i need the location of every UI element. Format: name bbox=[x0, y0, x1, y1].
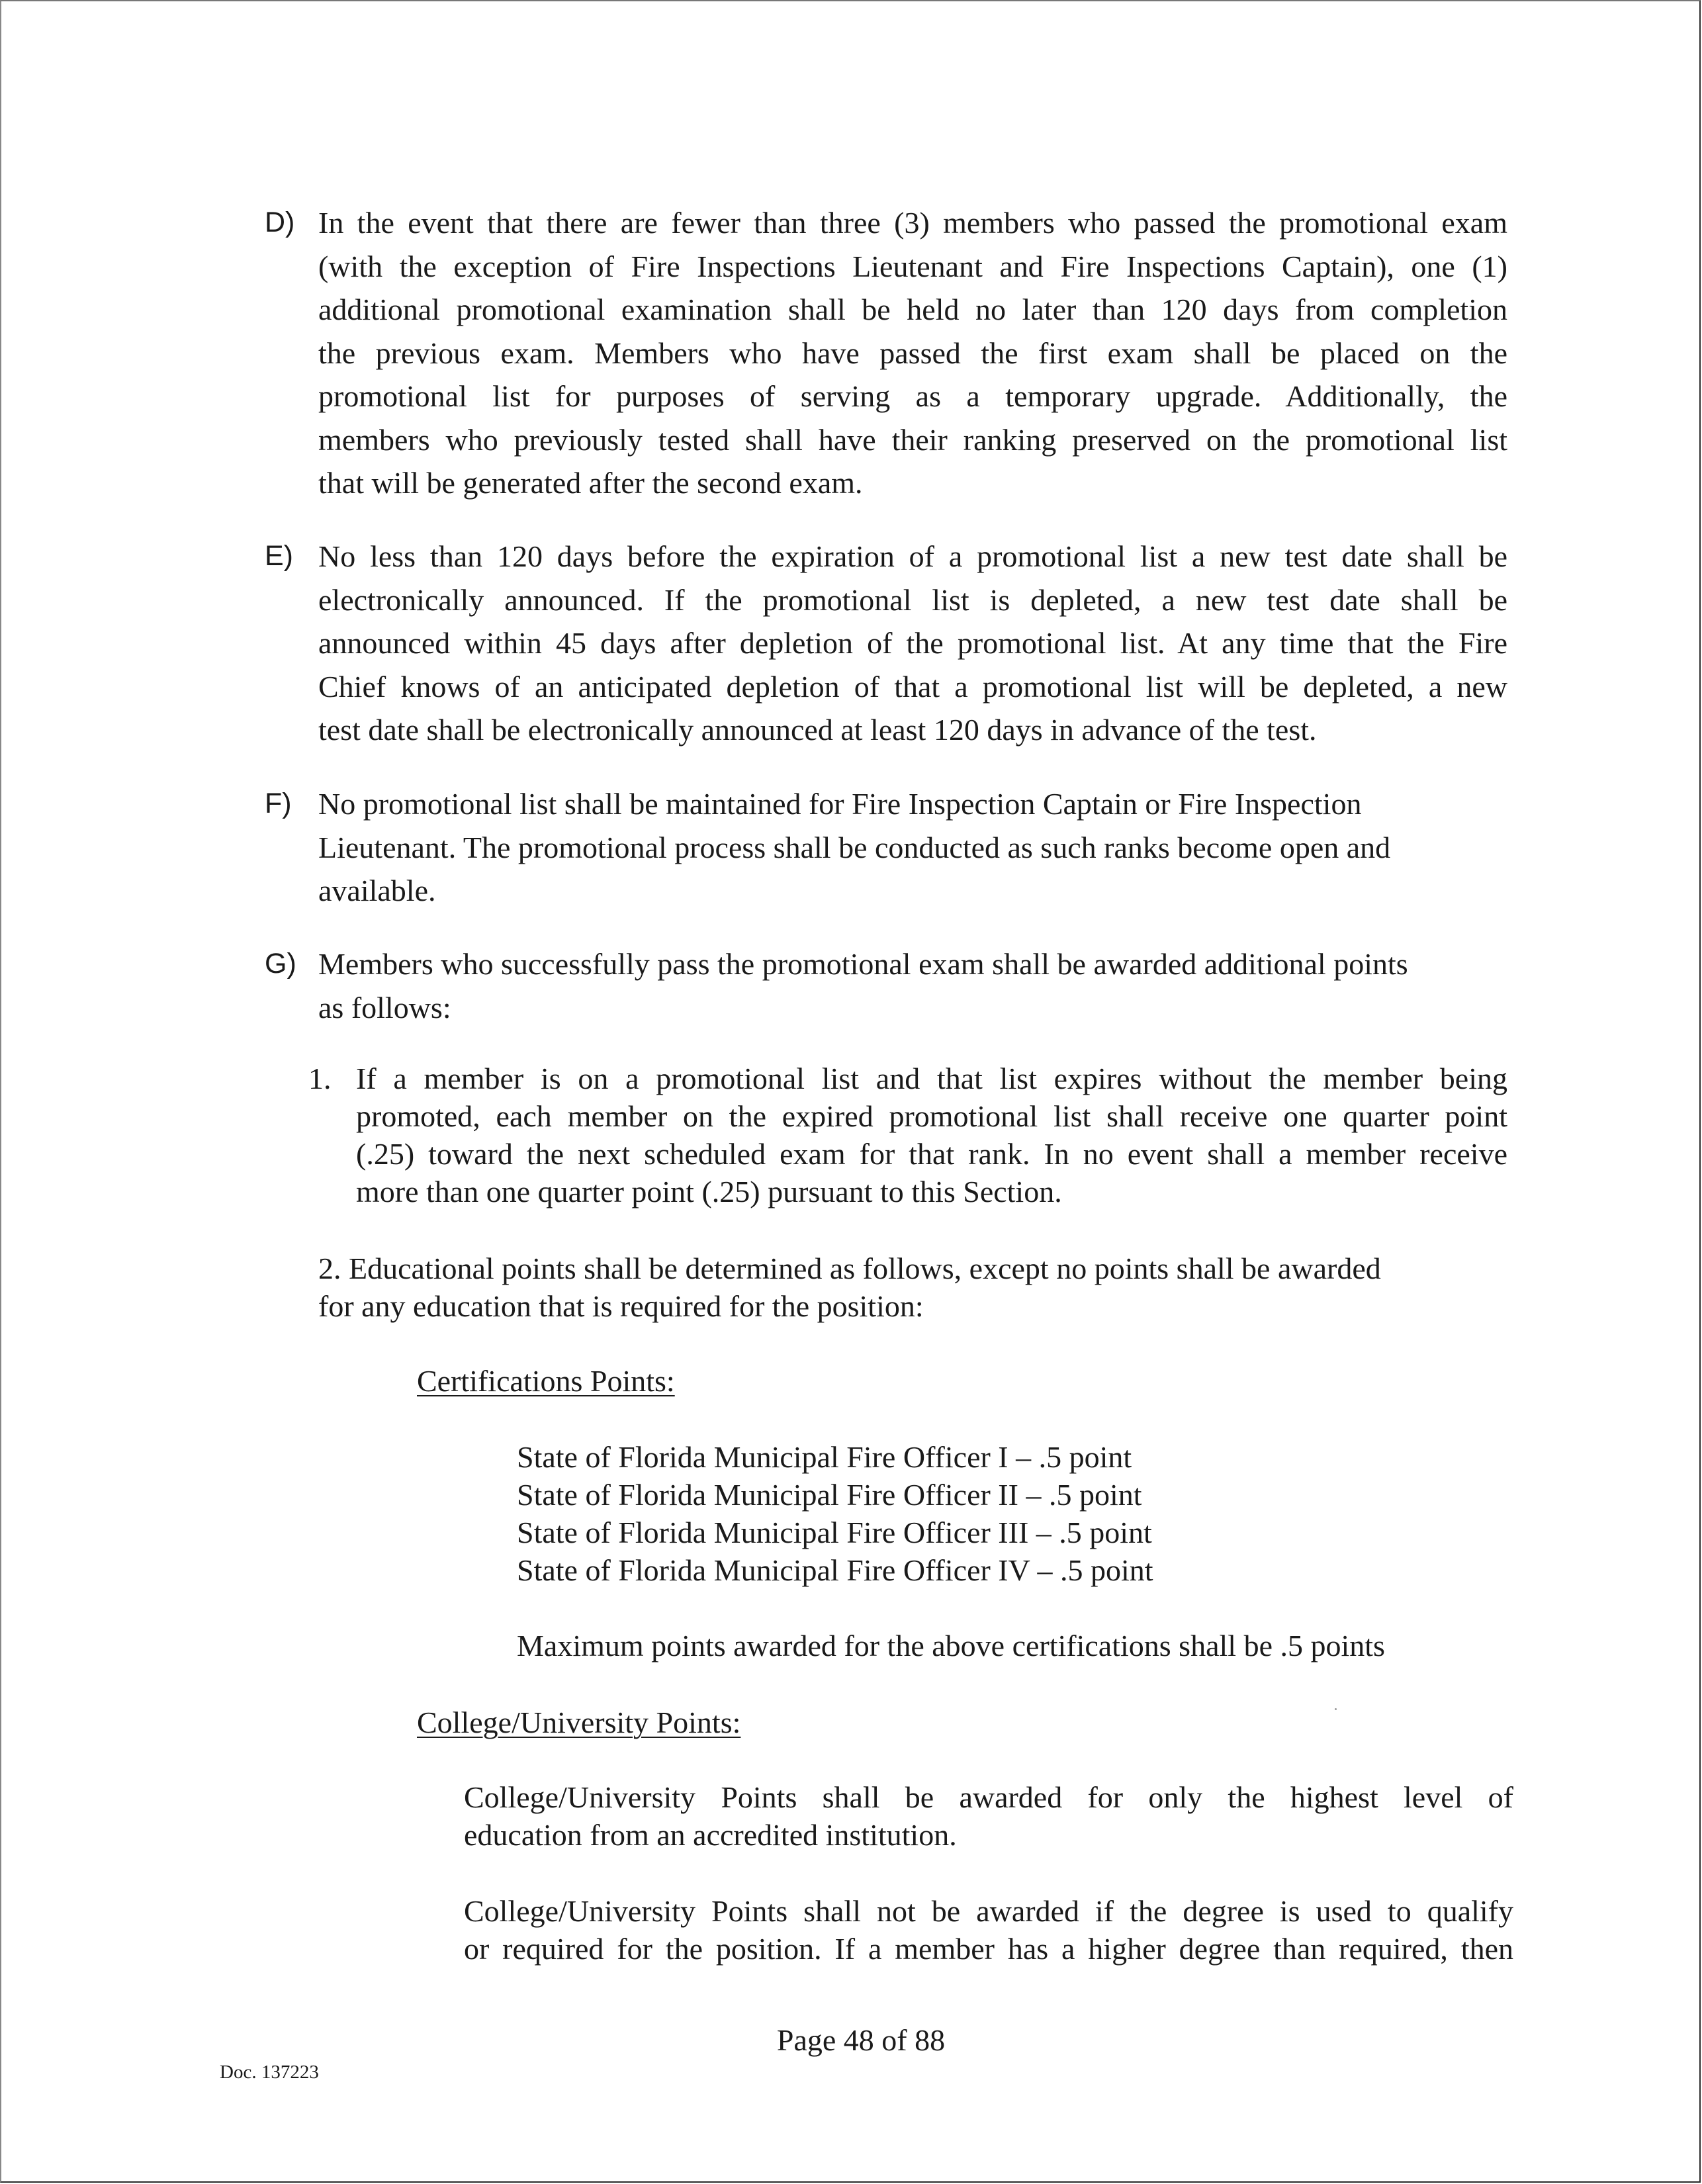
section-e-line-5: test date shall be electronically announced at least 120 days in advance of the test. bbox=[318, 713, 1317, 747]
section-e-line-1: No less than 120 days before the expiration of a promotional list a new test date shall be bbox=[318, 539, 1507, 573]
section-e-line-3: announced within 45 days after depletion of the promotional list. At any time that the Fire bbox=[318, 626, 1507, 660]
section-g-line-2: as follows: bbox=[318, 990, 451, 1024]
section-d-line-4: the previous exam. Members who have passed the first exam shall be placed on the bbox=[318, 336, 1507, 370]
section-f-letter: F) bbox=[265, 788, 292, 819]
item-1-line-4: more than one quarter point (.25) pursuant to this Section. bbox=[356, 1175, 1062, 1208]
certification-item: State of Florida Municipal Fire Officer I – .5 point bbox=[517, 1440, 1132, 1474]
item-1-line-3: (.25) toward the next scheduled exam for that rank. In no event shall a member receive bbox=[356, 1137, 1507, 1171]
certifications-maximum: Maximum points awarded for the above certifications shall be .5 points bbox=[517, 1629, 1385, 1662]
section-d-letter: D) bbox=[265, 206, 295, 238]
college-para-2-line-1: College/University Points shall not be awarded if the degree is used to qualify bbox=[464, 1894, 1513, 1928]
document-id: Doc. 137223 bbox=[220, 2062, 319, 2083]
scan-speck bbox=[1335, 1708, 1337, 1710]
certifications-list bbox=[517, 1438, 1153, 1589]
certification-item: State of Florida Municipal Fire Officer IV – .5 point bbox=[517, 1553, 1153, 1587]
page-number: Page 48 of 88 bbox=[776, 2023, 946, 2057]
item-1-number: 1. bbox=[308, 1062, 332, 1095]
section-d-line-3: additional promotional examination shall be held no later than 120 days from completion bbox=[318, 293, 1507, 326]
section-e-line-4: Chief knows of an anticipated depletion of that a promotional list will be depleted, a new bbox=[318, 669, 1507, 704]
section-f-line-3: available. bbox=[318, 874, 436, 907]
college-para-2 bbox=[464, 1892, 1513, 1968]
item-1-line-1: If a member is on a promotional list and that list expires without the member being bbox=[356, 1062, 1507, 1095]
section-d-line-7: that will be generated after the second exam. bbox=[318, 466, 863, 500]
item-2-line-2: for any education that is required for the position: bbox=[318, 1289, 924, 1323]
section-g-text bbox=[318, 942, 1507, 1029]
certification-item: State of Florida Municipal Fire Officer II – .5 point bbox=[517, 1478, 1142, 1512]
college-para-1-line-1: College/University Points shall be awarded for only the highest level of bbox=[464, 1780, 1513, 1814]
section-d-line-6: members who previously tested shall have their ranking preserved on the promotional list bbox=[318, 422, 1507, 457]
section-d-line-5: promotional list for purposes of serving as a temporary upgrade. Additionally, the bbox=[318, 379, 1507, 413]
item-2-line-1: 2. Educational points shall be determined as follows, except no points shall be awarded bbox=[318, 1251, 1381, 1285]
college-para-1-line-2: education from an accredited institution. bbox=[464, 1818, 957, 1852]
section-f-line-2: Lieutenant. The promotional process shall be conducted as such ranks become open and bbox=[318, 830, 1391, 864]
item-1-text bbox=[356, 1060, 1507, 1210]
certifications-heading: Certifications Points: bbox=[417, 1364, 675, 1398]
item-2-text bbox=[318, 1250, 1509, 1325]
college-para-2-line-2: or required for the position. If a member has a higher degree than required, then bbox=[464, 1932, 1513, 1966]
section-e-text bbox=[318, 535, 1507, 752]
section-f-line-1: No promotional list shall be maintained for Fire Inspection Captain or Fire Inspection bbox=[318, 787, 1362, 821]
section-f-text bbox=[318, 782, 1507, 913]
section-e-line-2: electronically announced. If the promotional list is depleted, a new test date shall be bbox=[318, 582, 1507, 617]
section-e-letter: E) bbox=[265, 540, 293, 572]
section-d-text bbox=[318, 201, 1507, 505]
section-g-line-1: Members who successfully pass the promotional exam shall be awarded additional points bbox=[318, 947, 1408, 981]
college-para-1 bbox=[464, 1778, 1513, 1854]
section-g-letter: G) bbox=[265, 948, 296, 979]
section-d-line-2: (with the exception of Fire Inspections Lieutenant and Fire Inspections Captain), one (1) bbox=[318, 249, 1507, 283]
certification-item: State of Florida Municipal Fire Officer III – .5 point bbox=[517, 1516, 1152, 1549]
section-d-line-1: In the event that there are fewer than three (3) members who passed the promotional exam bbox=[318, 206, 1507, 240]
college-heading: College/University Points: bbox=[417, 1706, 741, 1739]
item-1-line-2: promoted, each member on the expired promotional list shall receive one quarter point bbox=[356, 1099, 1507, 1133]
